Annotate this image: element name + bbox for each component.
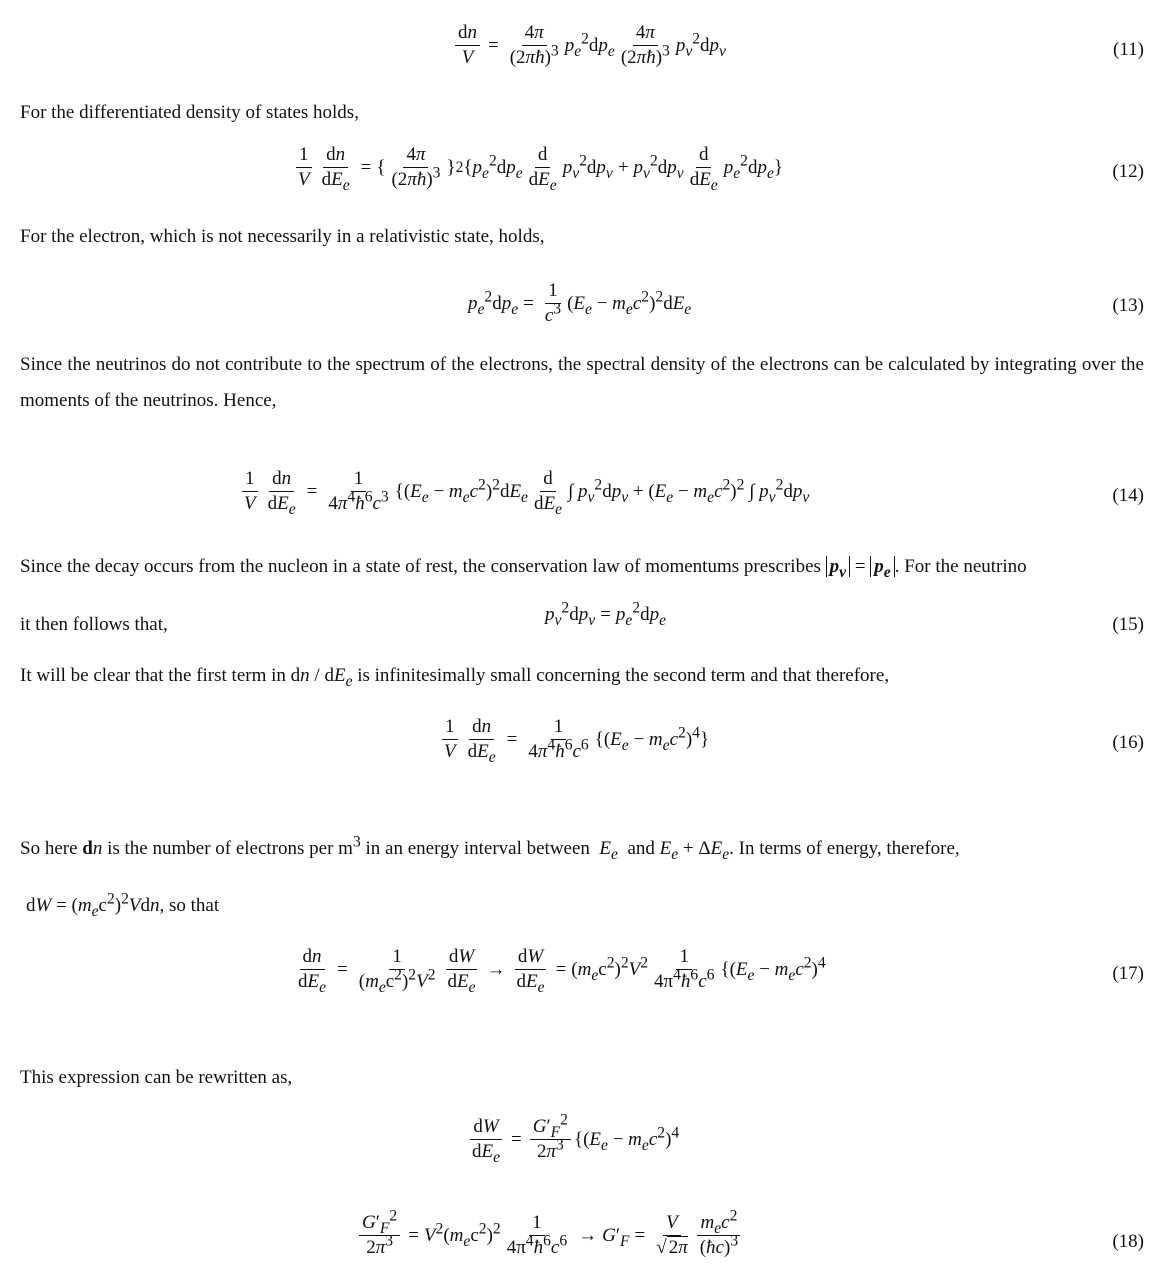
equation-number-17: (17) (1112, 963, 1144, 984)
paragraph-7-part-a: So here (20, 838, 78, 859)
equation-number-12: (12) (1112, 161, 1144, 182)
paragraph-4-part-b: . For the neutrino (894, 556, 1027, 577)
paragraph-8-text: , so that (159, 895, 220, 916)
paragraph-4-part-a: Since the decay occurs from the nucleon in a state of rest, the conservation law of momentums prescribes (20, 556, 821, 577)
paragraph-1: For the differentiated density of states holds, (20, 102, 359, 123)
paragraph-6-part-b: is infinitesimally small concerning the second term and that therefore, (357, 665, 890, 686)
paragraph-6-part-a: It will be clear that the first term in (20, 665, 286, 686)
paragraph-9: This expression can be rewritten as, (20, 1067, 293, 1088)
paragraph-2: For the electron, which is not necessarily in a relativistic state, holds, (20, 226, 545, 247)
equation-number-13: (13) (1112, 295, 1144, 316)
paragraph-6: It will be clear that the first term in dn / $dE_e$ is infinitesimally small concerning the second term and that therefore, (20, 665, 890, 690)
paragraph-8: dW = $(m_ec^2)^2Vdn$, so that (26, 890, 220, 920)
paragraph-7-part-b: is the number of electrons per m (107, 838, 353, 859)
equation-number-18: (18) (1112, 1231, 1144, 1252)
equation-number-11: (11) (1113, 39, 1144, 60)
paragraph-7-part-d: and (627, 838, 655, 859)
paragraph-3: Since the neutrinos do not contribute to the spectrum of the electrons, the spectral density of the electrons can be calculated by integrating over the moments of the neutrinos. Hence, (20, 354, 1144, 411)
paragraph-7-part-c: in an energy interval between (365, 838, 590, 859)
paragraph-4: Since the decay occurs from the nucleon in a state of rest, the conservation law of momentums prescribes $p_\nu = p_e$ . For the neutrino (20, 556, 1027, 581)
equation-number-14: (14) (1112, 485, 1144, 506)
equation-number-16: (16) (1112, 732, 1144, 753)
equation-number-15: (15) (1112, 614, 1144, 635)
paragraph-5: it then follows that, (20, 614, 168, 635)
paragraph-7-part-e: . In terms of energy, therefore, (729, 838, 960, 859)
paragraph-7: So here dn is the number of electrons per $m^3$ in an energy interval between $E_e$ and $E_e + \Delta E_e$. In terms of energy, therefore, (20, 833, 960, 863)
